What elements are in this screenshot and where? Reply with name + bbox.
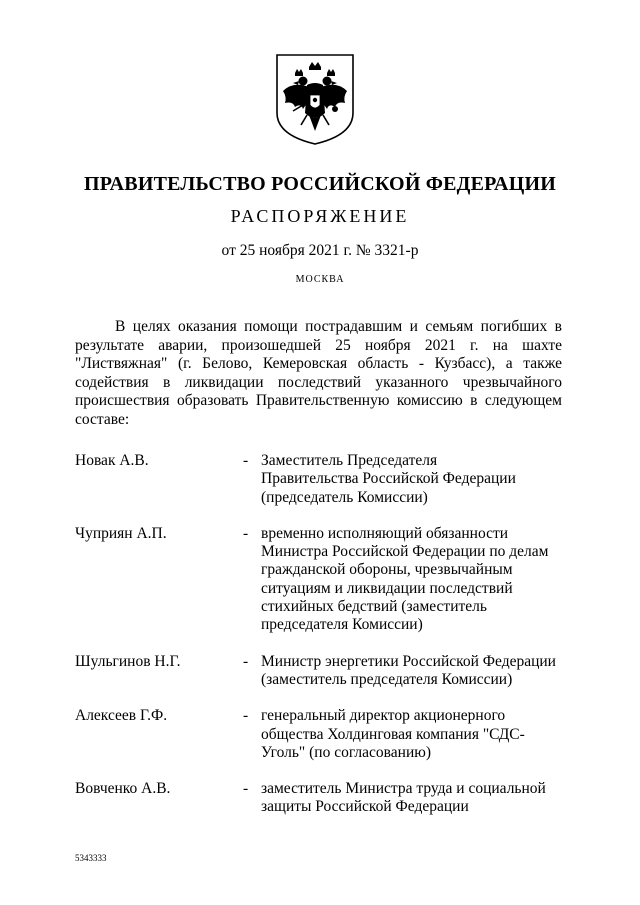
member-row (75, 525, 562, 635)
member-role (261, 452, 562, 507)
member-role (261, 707, 562, 762)
role-line: генеральный директор акционерного (261, 707, 506, 725)
member-dash: - (243, 452, 249, 469)
role-line: гражданской обороны, чрезвычайным (261, 561, 513, 579)
government-title: ПРАВИТЕЛЬСТВО РОССИЙСКОЙ ФЕДЕРАЦИИ (84, 173, 556, 195)
document-type: РАСПОРЯЖЕНИЕ (230, 206, 410, 226)
coat-of-arms-emblem (273, 51, 357, 147)
member-row (75, 653, 562, 690)
footer-document-code: 5343333 (75, 853, 107, 863)
member-name: Вовченко А.В. (75, 780, 171, 798)
role-line: (председатель Комиссии) (261, 488, 428, 506)
role-line: стихийных бедствий (заместитель (261, 598, 487, 616)
role-line: общества Холдинговая компания "СДС- (261, 725, 525, 743)
member-name: Чуприян А.П. (75, 524, 167, 542)
intro-paragraph: В целях оказания помощи пострадавшим и семьям погибших в результате аварии, произошедшей 25 ноября 2021 г. на шахте "Листвяжная" (г. Белово, Кемеровская область - Кузбасс), а также содействия в ликвидации последствий указанного чрезвычайного происшествия образовать Правительственную комиссию в следующем составе: (75, 318, 562, 428)
role-line: Уголь" (по согласованию) (261, 743, 431, 761)
document-city: МОСКВА (295, 274, 345, 285)
role-line: председателя Комиссии) (261, 616, 423, 634)
member-row (75, 452, 562, 507)
member-dash: - (243, 707, 249, 725)
member-dash: - (243, 524, 249, 542)
member-dash: - (243, 652, 249, 670)
member-name: Алексеев Г.Ф. (75, 707, 168, 725)
member-role (261, 780, 562, 817)
member-name: Новак А.В. (75, 452, 149, 469)
member-row (75, 707, 562, 762)
role-line: заместитель Министра труда и социальной (261, 780, 546, 798)
double-headed-eagle-icon (273, 51, 357, 147)
member-role (261, 653, 562, 690)
role-line: Министра Российской Федерации по делам (261, 543, 549, 561)
document-date: от 25 ноября 2021 г. № 3321-р (221, 242, 419, 259)
role-line: временно исполняющий обязанности (261, 524, 509, 542)
role-line: Заместитель Председателя (261, 452, 438, 469)
role-line: (заместитель председателя Комиссии) (261, 670, 513, 688)
role-line: Правительства Российской Федерации (261, 470, 516, 488)
role-line: защиты Российской Федерации (261, 798, 469, 816)
commission-members-list (75, 452, 562, 817)
member-dash: - (243, 780, 249, 798)
member-row (75, 780, 562, 817)
role-line: Министр энергетики Российской Федерации (261, 652, 556, 670)
member-name: Шульгинов Н.Г. (75, 652, 181, 670)
role-line: ситуациям и ликвидации последствий (261, 579, 513, 597)
member-role (261, 525, 562, 635)
